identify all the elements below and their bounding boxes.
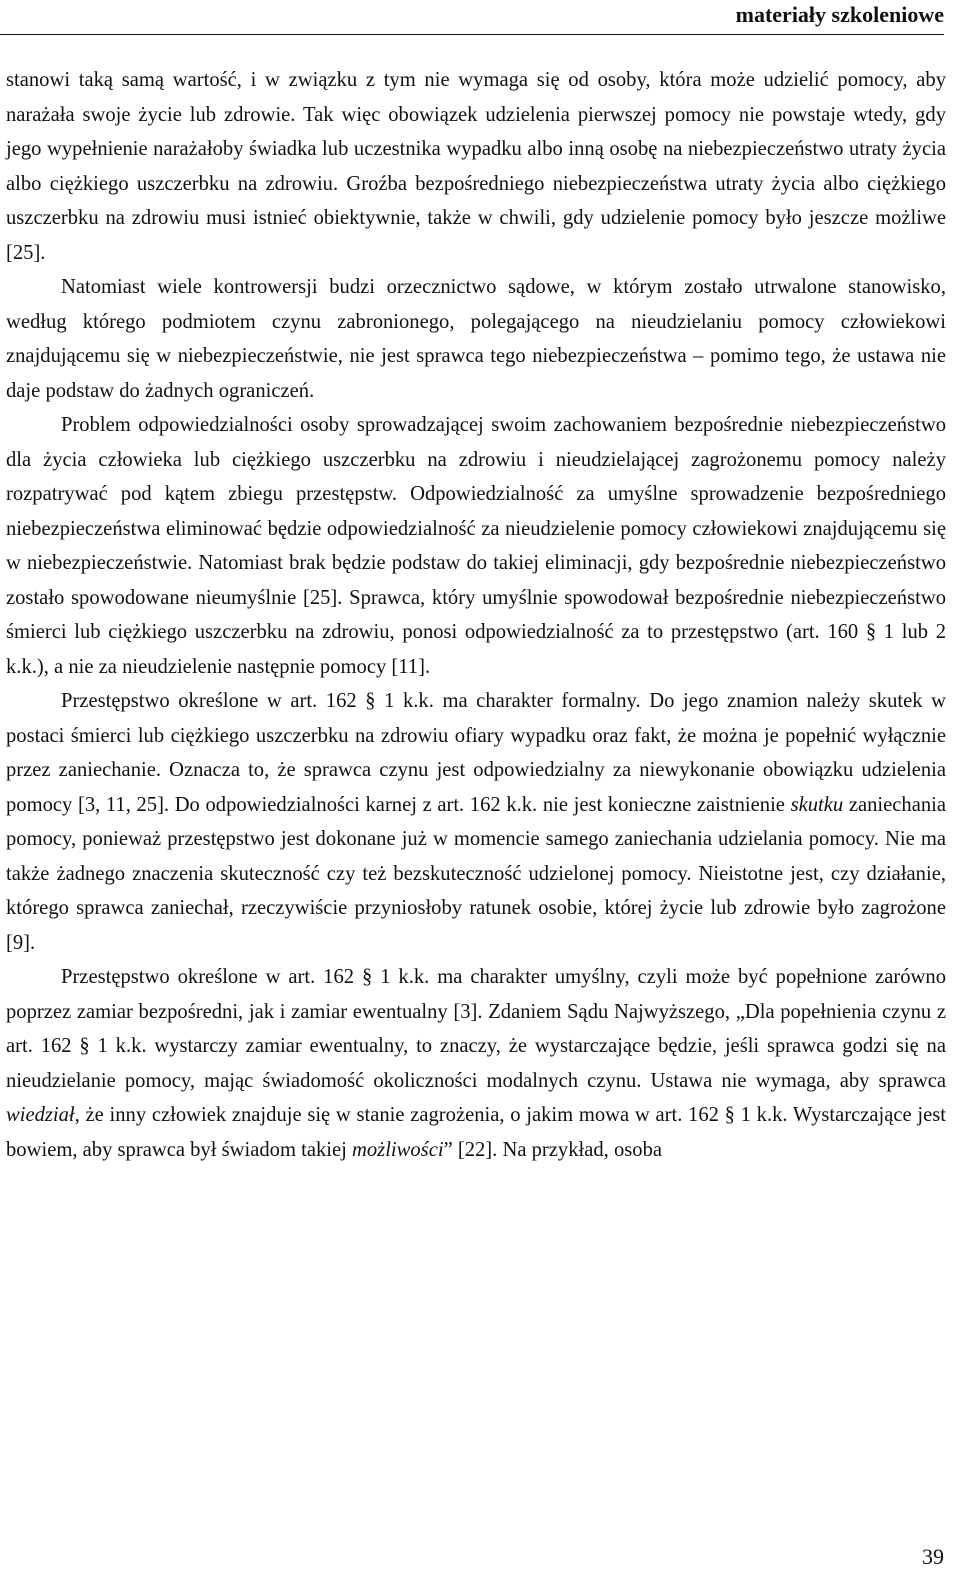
emphasis-text: skutku [790,793,844,816]
paragraph [6,63,946,270]
header-title: materiały szkoleniowe [735,2,944,27]
paragraph [6,270,946,408]
text-run: stanowi taką samą wartość, i w związku z tym nie wymaga się od osoby, która może udzielić pomocy, aby narażała swoje życie lub zdrowie. Tak więc obowiązek udzielenia pierwszej pomocy nie powstaje wtedy, gdy jego wypełnienie narażałoby świadka lub uczestnika wypadku albo inną osobę na niebezpieczeństwo utraty życia albo ciężkiego uszczerbku na zdrowiu. Groźba bezpośredniego niebezpieczeństwa utraty życia albo ciężkiego uszczerbku na zdrowiu musi istnieć obiektywnie, także w chwili, gdy udzielenie pomocy było jeszcze możliwe [25]. [6,69,946,264]
paragraph [6,408,946,684]
emphasis-text: możliwości [352,1138,444,1161]
body-text [6,63,946,1167]
page-number: 39 [922,1544,944,1569]
paragraph [6,684,946,960]
text-run: Problem odpowiedzialności osoby sprowadzającej swoim zachowaniem bezpośrednie niebezpieczeństwo dla życia człowieka lub ciężkiego uszczerbku na zdrowiu i nieudzielającej zagrożonemu pomocy należy rozpatrywać pod kątem zbiegu przestępstw. Odpowiedzialność za umyślne sprowadzenie bezpośredniego niebezpieczeństwa eliminować będzie odpowiedzialność za nieudzielenie pomocy człowiekowi znajdującemu się w niebezpieczeństwie. Natomiast brak będzie podstaw do takiej eliminacji, gdy bezpośrednie niebezpieczeństwo zostało spowodowane nieumyślnie [25]. Sprawca, który umyślnie spowodował bezpośrednie niebezpieczeństwo śmierci lub ciężkiego uszczerbku na zdrowiu, ponosi odpowiedzialność za to przestępstwo (art. 160 § 1 lub 2 k.k.), a nie za nieudzielenie następnie pomocy [11]. [6,414,946,678]
page-header [0,0,944,35]
text-run: zaniechania pomocy, ponieważ przestępstwo jest dokonane już w momencie samego zaniechania udzielania pomocy. Nie ma także żadnego znaczenia skuteczność czy też bezskuteczność udzielonej pomocy. Nieistotne jest, czy działanie, którego sprawca zaniechał, rzeczywiście przyniosłoby ratunek osobie, której życie lub zdrowie było zagrożone [9]. [6,793,946,954]
text-run: Przestępstwo określone w art. 162 § 1 k.k. ma charakter formalny. Do jego znamion należy skutek w postaci śmierci lub ciężkiego uszczerbku na zdrowiu ofiary wypadku oraz fakt, że można je popełnić wyłącznie przez zaniechanie. Oznacza to, że sprawca czynu jest odpowiedzialny za niewykonanie obowiązku udzielenia pomocy [3, 11, 25]. Do odpowiedzialności karnej z art. 162 k.k. nie jest konieczne zaistnienie [6,690,946,816]
emphasis-text: wiedział [6,1104,75,1126]
text-run: Przestępstwo określone w art. 162 § 1 k.k. ma charakter umyślny, czyli może być popełnione zarówno poprzez zamiar bezpośredni, jak i zamiar ewentualny [3]. Zdaniem Sądu Najwyższego, „Dla popełnienia czynu z art. 162 § 1 k.k. wystarczy zamiar ewentualny, to znaczy, że wystarczające będzie, jeśli sprawca godzi się na nieudzielanie pomocy, mając świadomość okoliczności modalnych czynu. Ustawa nie wymaga, aby sprawca [6,966,946,1092]
text-run: ” [22]. Na przykład, osoba [443,1138,663,1161]
text-run: Natomiast wiele kontrowersji budzi orzecznictwo sądowe, w którym zostało utrwalone stanowisko, według którego podmiotem czynu zabronionego, polegającego na nieudzielaniu pomocy człowiekowi znajdującemu się w niebezpieczeństwie, nie jest sprawca tego niebezpieczeństwa – pomimo tego, że ustawa nie daje podstaw do żadnych ograniczeń. [6,276,946,402]
paragraph [6,960,946,1167]
text-run: , że inny człowiek znajduje się w stanie zagrożenia, o jakim mowa w art. 162 § 1 k.k. Wystarczające jest bowiem, aby sprawca był świadom takiej [6,1104,946,1161]
